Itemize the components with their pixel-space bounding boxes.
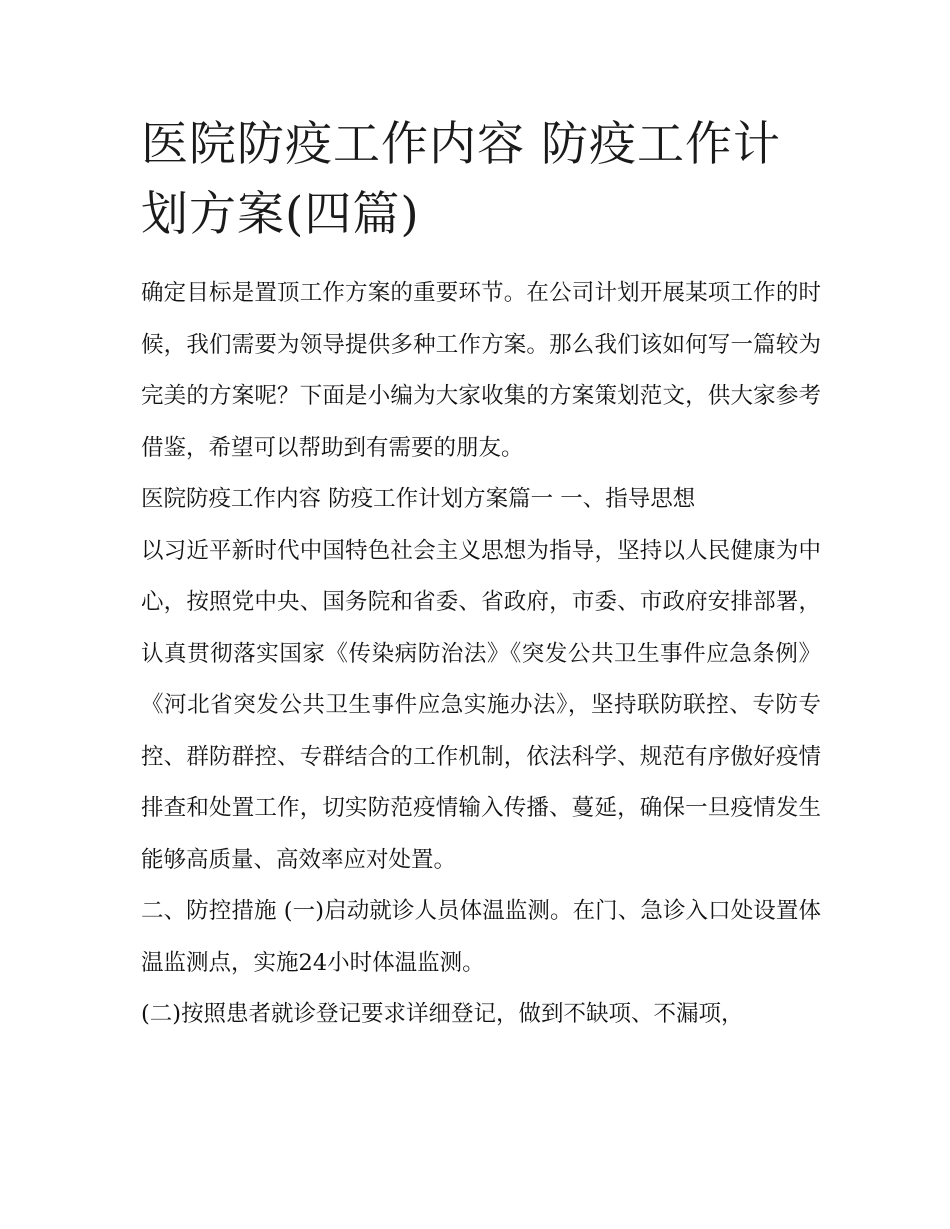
intro-paragraph: 确定目标是置顶工作方案的重要环节。在公司计划开展某项工作的时候，我们需要为领导提供多种工作方案。那么我们该如何写一篇较为完美的方案呢？下面是小编为大家收集的方案策划范文，供大家参考借鉴，希望可以帮助到有需要的朋友。 <box>141 280 821 461</box>
section-heading: 医院防疫工作内容 防疫工作计划方案篇一 一、指导思想 <box>141 486 696 512</box>
document-title: 医院防疫工作内容 防疫工作计划方案(四篇) <box>141 117 781 242</box>
document-page <box>141 110 821 1041</box>
prevention-measures-paragraph: 二、防控措施 (一)启动就诊人员体温监测。在门、急诊入口处设置体温监测点，实施24小时体温监测。 <box>141 898 821 976</box>
document-body <box>141 268 821 1041</box>
guiding-ideology-paragraph: 以习近平新时代中国特色社会主义思想为指导，坚持以人民健康为中心，按照党中央、国务院和省委、省政府，市委、市政府安排部署，认真贯彻落实国家《传染病防治法》《突发公共卫生事件应急条例》《河北省突发公共卫生事件应急实施办法》，坚持联防联控、专防专控、群防群控、专群结合的工作机制，依法科学、规范有序傲好疫情排查和处置工作，切实防范疫情输入传播、蔓延，确保一旦疫情发生能够高质量、高效率应对处置。 <box>141 537 821 873</box>
registration-paragraph: (二)按照患者就诊登记要求详细登记，做到不缺项、不漏项， <box>141 1001 744 1027</box>
